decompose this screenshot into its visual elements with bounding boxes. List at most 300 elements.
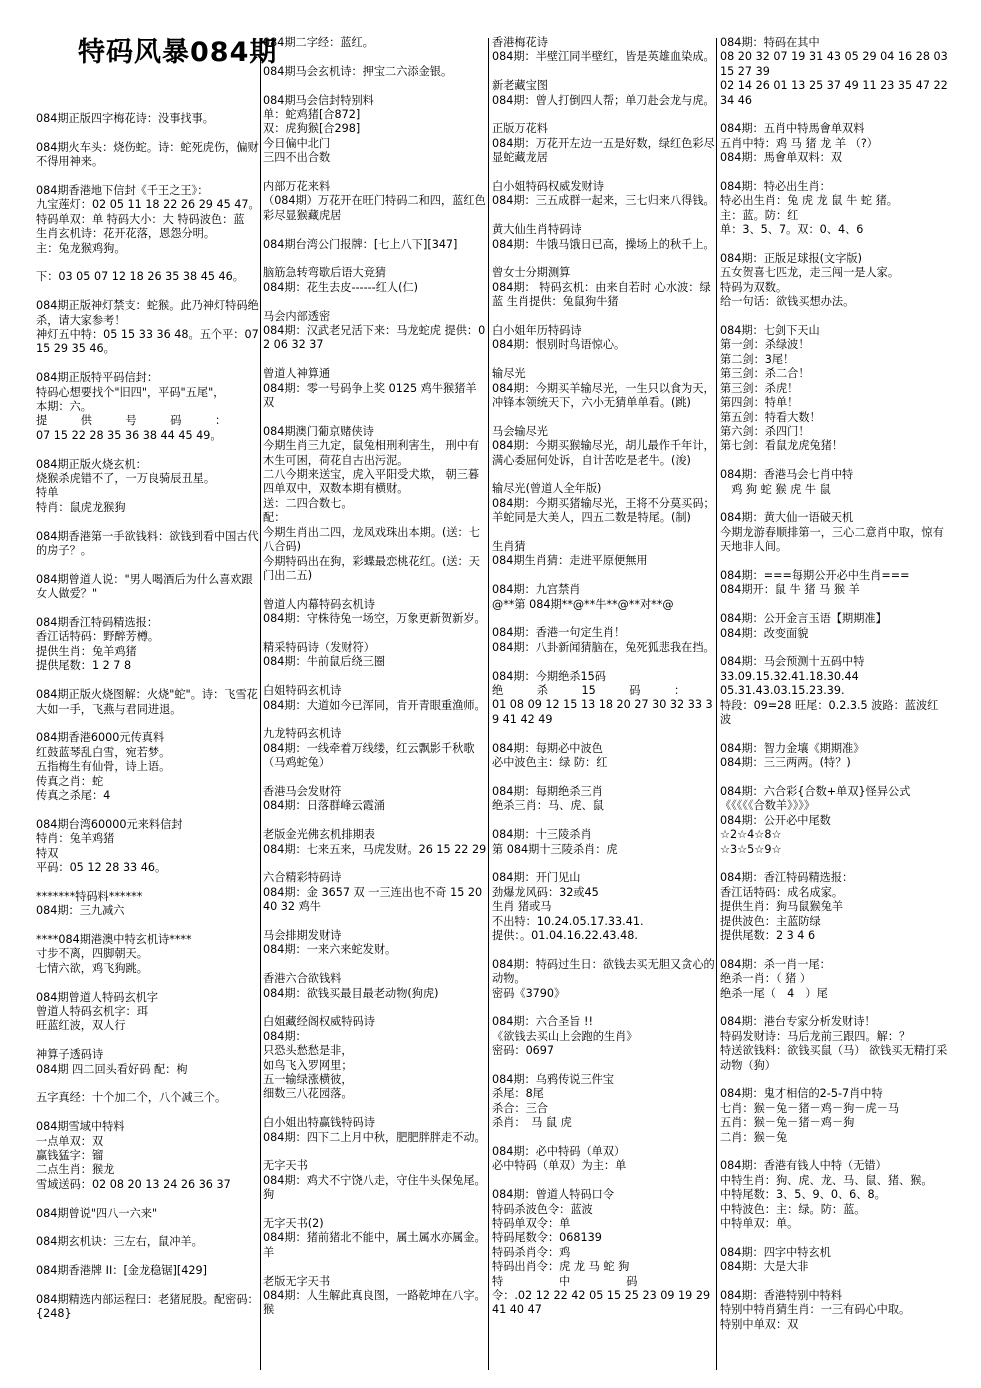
column-3	[492, 36, 716, 1332]
text-line: 084期：九宫禁肖	[492, 583, 581, 597]
text-block	[36, 112, 260, 126]
text-line: 084期生肖猜：走进平原便無用	[492, 554, 648, 568]
text-line: 老版无字天书	[263, 1274, 331, 1288]
text-line: 特码发财诗：马后龙前三跟四。解：？	[720, 1029, 911, 1043]
text-line: 084期：公开必中尾数	[720, 813, 831, 827]
text-line: 提供波色：主蓝防绿	[720, 914, 821, 928]
text-line: 084期玄机诀：三左右，鼠冲羊。	[36, 1235, 203, 1249]
text-line: 084期正版火烧图解：火烧"蛇"。诗：飞雪花大如一手，飞燕与君同进退。	[36, 688, 258, 716]
text-block	[492, 742, 716, 771]
column-1	[36, 112, 263, 1336]
text-line: 084期：	[263, 1029, 307, 1043]
text-line: 密码《3790》	[492, 986, 566, 1000]
text-block	[36, 141, 260, 170]
text-line: 084期： 特码玄机：由来自若时 心水波：绿蓝 生肖提供：兔鼠狗牛猪	[492, 280, 711, 309]
text-line: 084期香港地下信封《千王之王》：	[36, 184, 209, 197]
text-block	[263, 65, 487, 79]
text-line: 提供生肖：兔羊鸡猪	[36, 644, 137, 658]
text-block	[720, 180, 948, 238]
text-line: 细数三八花园落。	[263, 1087, 353, 1101]
text-line: 084期：改变面貌	[720, 626, 809, 640]
text-block	[492, 79, 716, 108]
text-line: 九宝莲灯：02 05 11 18 22 26 29 45 47。	[36, 198, 260, 212]
text-line: 马会排期发财诗	[263, 928, 342, 942]
text-line: 084期：三九减六	[36, 904, 125, 918]
text-line: 配：	[263, 511, 286, 525]
text-block	[492, 1145, 716, 1174]
text-block	[263, 1217, 487, 1260]
text-line: 084期：特码过生日：欲钱去买无胆又贪心的动物。	[492, 957, 715, 986]
text-line: 下：03 05 07 12 18 26 35 38 45 46。	[36, 270, 244, 284]
text-block	[720, 468, 948, 497]
text-line: 第四剑：特单！	[720, 396, 799, 410]
text-line: 084期：马会预测十五码中特	[720, 655, 865, 669]
text-line: 084期：今期买羊输尽光，一生只以食为天，冲锋本领统天下，六小无猜单单看。(跳)	[492, 381, 715, 410]
text-line: 绝杀一肖：（ 猪 ）	[720, 972, 812, 986]
text-line: 084期：港台专家分析发财诗！	[720, 1015, 876, 1029]
text-line: 第三剑：杀二合！	[720, 367, 810, 381]
text-block	[263, 1159, 490, 1202]
text-line: 绝杀三肖：马、虎、鼠	[492, 799, 604, 813]
text-line: 密码：0697	[492, 1044, 555, 1058]
text-line: 生肖猜	[492, 540, 526, 554]
text-block	[492, 670, 716, 728]
text-line: 084期：一线牵着万线缕，红云飘影千秋歌（马鸡蛇兔）	[263, 741, 475, 770]
text-line: 单：蛇鸡猪[合872]	[263, 108, 361, 121]
text-block	[720, 655, 948, 727]
text-line: 084期：香港有钱人中特（无错）	[720, 1159, 887, 1173]
text-block	[492, 1015, 716, 1058]
text-line: 神算子透码诗	[36, 1048, 104, 1062]
text-line: 084期澳门葡京赌侠诗	[263, 424, 374, 438]
text-line: 旺蓝红波，双人行	[36, 1019, 126, 1033]
text-line: 084期：花生去皮------红人(仁)	[263, 280, 418, 294]
text-line: 新老藏宝图	[492, 79, 548, 93]
text-line: 无字天书(2)	[263, 1216, 324, 1230]
text-line: 084期正版火烧玄机：	[36, 457, 147, 471]
text-line: 曾道人神算通	[263, 367, 331, 381]
text-block	[720, 569, 948, 598]
text-line: 主：兔龙猴鸡狗。	[36, 241, 126, 255]
text-line: 《欲钱去买山上会跑的生肖》	[492, 1029, 638, 1043]
text-block	[36, 1207, 260, 1221]
text-block	[36, 299, 263, 357]
text-line: 本期：六。	[36, 400, 92, 414]
text-line: 绝杀一尾（ 4 ）尾	[720, 986, 828, 1000]
text-line: 084期：零一号码争上奖 0125 鸡牛猴猪羊 双	[263, 381, 481, 410]
column-2	[263, 36, 490, 1332]
text-line: 特码单双令：单	[492, 1216, 571, 1230]
text-line: 084期：七来五来，马虎发财。26 15 22 29	[263, 842, 487, 856]
text-block	[720, 871, 948, 943]
text-line: 084期：必中特码（单双）	[492, 1144, 626, 1158]
text-block	[720, 1015, 948, 1073]
text-line: 特码杀波色令：蓝波	[492, 1202, 593, 1216]
text-block	[263, 972, 487, 1001]
text-line: 084期：鬼才相信的2-5-7肖中特	[720, 1087, 883, 1101]
text-block	[36, 1293, 260, 1322]
text-block	[263, 1275, 487, 1318]
text-block	[720, 742, 948, 771]
text-block	[492, 324, 716, 353]
text-line: 特肖：兔羊鸡猪	[36, 832, 115, 846]
text-line: 084期：半壁江同半壁红，皆是英雄血染成。	[492, 50, 715, 64]
text-line: 鸡 狗 蛇 猴 虎 牛 鼠	[720, 482, 831, 496]
text-line: ****084期港澳中特玄机诗****	[36, 932, 192, 946]
text-block	[720, 785, 948, 857]
text-line: 提 供 号 码 ：	[36, 414, 227, 428]
text-line: 今期生肖三九定，鼠兔相刑利害生， 刑中有木生可困，荷花自古出污泥。	[263, 439, 480, 467]
text-line: 正版万花料	[492, 122, 548, 136]
text-line: 绝 杀 15 码 ：	[492, 684, 686, 698]
text-block	[263, 598, 487, 627]
text-line: 生肖 猪或马	[492, 900, 552, 914]
text-block	[36, 1091, 260, 1105]
text-line: 神灯五中特：05 15 33 36 48。五个平：07 15 29 35 46。	[36, 328, 263, 356]
text-line: 九龙特码玄机诗	[263, 727, 342, 741]
text-line: 第七剑：看鼠龙虎兔猪！	[720, 439, 844, 453]
text-line: 马会输尽光	[492, 424, 548, 438]
text-line: 烧猴杀虎错不了，一万良骑辰丑星。	[36, 472, 216, 486]
text-block	[720, 612, 948, 641]
text-block	[263, 310, 487, 353]
text-line: 084期：欲钱买最目最老动物(狗虎)	[263, 986, 439, 1000]
text-block	[492, 540, 716, 569]
text-line: 七情六欲，鸡飞狗跳。	[36, 961, 148, 975]
text-line: 曾道人内幕特码玄机诗	[263, 597, 375, 611]
text-line: 中特波色：主：绿。防：蓝。	[720, 1202, 866, 1216]
text-line: 五字真经：十个加二个，八个减三个。	[36, 1091, 227, 1105]
text-line: 07 15 22 28 35 36 38 44 45 49。	[36, 428, 222, 442]
text-line: 084期：日落群峰云霞涌	[263, 799, 386, 813]
text-block	[263, 727, 487, 770]
text-line: 33.09.15.32.41.18.30.44	[720, 669, 859, 683]
text-block	[263, 36, 487, 50]
column-4	[720, 36, 952, 1347]
text-line: 084期香江特码精选报：	[36, 616, 159, 630]
text-block	[720, 1246, 948, 1275]
text-line: 给一句话：欲钱买想办法。	[720, 295, 855, 309]
text-block	[263, 871, 487, 914]
text-line: 084期：正版足球报(文字版)	[720, 252, 862, 266]
text-block	[36, 458, 260, 516]
text-line: @**第 084期**@**牛**@**对**@	[492, 597, 674, 611]
text-block	[36, 184, 260, 256]
text-line: 黄大仙生肖特码诗	[492, 223, 582, 237]
text-block	[720, 122, 948, 165]
text-line: 第一剑：杀绿波！	[720, 338, 810, 352]
text-line: 02 14 26 01 13 25 37 49 11 23 35 47 22 34 46	[720, 79, 952, 107]
text-block	[36, 688, 260, 717]
text-line: 二八今期来送宝，虎入平阳受犬欺， 朝三暮四单双中，双数本期有横财。	[263, 468, 480, 496]
text-line: 084期开：鼠 牛 猪 马 猴 羊	[720, 583, 860, 597]
text-line: 第五剑：特看大数！	[720, 410, 821, 424]
text-block	[492, 583, 716, 612]
text-line: 提供：。01.04.16.22.43.48.	[492, 928, 638, 942]
text-line: 提供尾数：2 3 4 6	[720, 929, 816, 942]
text-line: 提供生肖：狗马鼠猴兔羊	[720, 900, 844, 914]
text-line: 特必出生肖：兔 虎 龙 鼠 牛 蛇 猪。	[720, 194, 898, 208]
text-line: 05.31.43.03.15.23.39.	[720, 684, 845, 698]
text-line: 01 08 09 12 15 13 18 20 27 30 32 33 39 41 42 49	[492, 698, 713, 726]
text-block	[36, 371, 260, 443]
text-line: 七肖：猴－兔－猪－鸡－狗－虎－马	[720, 1101, 900, 1115]
text-line: 084期精选内部运程曰：老猪屁股。配密码：{248}	[36, 1292, 259, 1321]
text-line: 084期：猪前猪北不能中，属土属水亦属金。羊	[263, 1231, 486, 1259]
text-block	[720, 252, 948, 310]
text-block	[263, 367, 487, 410]
text-line: 白小姐出特赢钱特码诗	[263, 1116, 375, 1130]
text-line: 中特生肖：狗、虎、龙、马、鼠、猪、猴。	[720, 1173, 933, 1187]
text-line: 084期：每期绝杀三肖	[492, 784, 603, 798]
text-block	[492, 785, 716, 814]
text-line: 今期特码出在狗，彩蝶最恋桃花红。(送：天门出二五)	[263, 554, 480, 582]
text-line: 令：.02 12 22 42 05 15 25 23 09 19 29 41 40 47	[492, 1289, 714, 1317]
text-line: 084期：三五成群一起来，三七归来八得钱。	[492, 194, 715, 208]
text-line: 084期正版四字梅花诗：没事找事。	[36, 112, 214, 125]
text-line: 提供尾数：1 2 7 8	[36, 659, 132, 673]
text-line: 084期：鸡犬不宁饶八走，守住牛头保兔尾。 狗	[263, 1173, 490, 1202]
text-line: 084期马会信封特别料	[263, 93, 374, 107]
text-line: 《《《《《合数羊》》》》	[720, 799, 816, 813]
column-divider	[260, 38, 261, 1370]
text-line: 084期雪域中特料	[36, 1120, 125, 1134]
text-line: 084期：六合彩{合数+单双}怪异公式	[720, 784, 911, 798]
text-block	[263, 266, 487, 295]
text-line: 杀尾：8尾	[492, 1087, 544, 1101]
text-line: 内部万花来料	[263, 180, 331, 194]
text-line: 特双	[36, 846, 59, 860]
text-line: 08 20 32 07 19 31 43 05 29 04 16 28 03 15 27 39	[720, 50, 952, 78]
text-block	[492, 828, 716, 857]
text-line: 084期：金 3657 双 一三连出也不奇 15 20 40 32 鸡牛	[263, 885, 486, 914]
text-line: 脑筋急转弯歇后语大竞猜	[263, 266, 387, 280]
text-line: 084期：牛饿马饿日已高，操场上的秋千上。	[492, 237, 715, 251]
text-line: 084期台湾公门报牌：[七上八下][347]	[263, 237, 458, 251]
text-line: 香港梅花诗	[492, 36, 548, 49]
text-line: 084期：特必出生肖：	[720, 180, 831, 194]
text-line: 必中特码（单双）为主：单	[492, 1159, 627, 1173]
text-block	[263, 180, 487, 223]
text-block	[263, 1015, 487, 1101]
text-block	[263, 94, 487, 166]
text-line: 五肖：猴－兔－猪－鸡－狗	[720, 1116, 855, 1130]
text-line: 中特尾数：3、5、9、0、6、8。	[720, 1188, 886, 1202]
text-line: 赢钱猛字：镏	[36, 1148, 104, 1162]
text-line: 今期龙游春顺排第一，三心二意肖中取，惊有天地非人间。	[720, 525, 944, 554]
text-block	[720, 511, 948, 554]
text-line: 084期：大是大非	[720, 1260, 809, 1274]
text-line: 马会内部透密	[263, 309, 331, 323]
text-line: 六合精彩特码诗	[263, 871, 342, 885]
text-block	[263, 929, 487, 958]
text-line: 特码杀肖令：鸡	[492, 1245, 571, 1259]
text-line: 084期：四字中特玄机	[720, 1245, 831, 1259]
text-block	[492, 626, 716, 655]
text-line: 084期：今期绝杀15码	[492, 669, 606, 683]
text-line: 084期曾说"四八一六来"	[36, 1206, 158, 1220]
text-line: 输尽光	[492, 367, 526, 381]
text-block	[36, 573, 260, 602]
text-line: 084期：五肖中特馬會单双料	[720, 122, 865, 136]
text-line: 劲爆龙风码：32或45	[492, 885, 599, 899]
text-line: 二点生肖：猴龙	[36, 1163, 115, 1177]
text-line: 平码：05 12 28 33 46。	[36, 860, 167, 874]
text-block	[263, 238, 487, 252]
text-line: 084期：黄大仙一语破天机	[720, 511, 854, 525]
text-block	[36, 731, 260, 803]
text-line: 杀肖： 马 鼠 虎	[492, 1116, 572, 1130]
text-line: 084期：四下二上月中秋，肥肥胖胖走不动。	[263, 1130, 486, 1144]
text-line: 084期：七剑下天山	[720, 324, 820, 338]
text-block	[492, 425, 716, 468]
text-line: 特码单双：单 特码大小：大 特码波色：蓝	[36, 212, 245, 226]
text-line: 084期正版特平码信封：	[36, 371, 159, 385]
text-line: 送：二四合数七。	[263, 496, 353, 510]
text-line: 084期：馬會单双料：双	[720, 151, 843, 165]
text-block	[36, 1264, 260, 1278]
text-block	[263, 425, 487, 583]
text-block	[720, 324, 948, 454]
text-line: 084期：特码在其中	[720, 36, 820, 49]
text-block	[492, 367, 716, 410]
text-line: 084期曾道人特码玄机字	[36, 990, 159, 1004]
text-line: 五一输绿涨横彼，	[263, 1072, 353, 1086]
text-line: 084期台湾60000元来料信封	[36, 817, 183, 831]
text-line: 特段：09=28 旺尾：0.2.3.5 波路：蓝波红波	[720, 698, 939, 726]
text-line: 特单	[36, 486, 59, 500]
text-line: 特码出肖令：虎 龙 马 蛇 狗	[492, 1260, 630, 1274]
text-line: *******特码料******	[36, 889, 143, 903]
text-line: 084期：香港马会七肖中特	[720, 468, 854, 482]
text-line: 084期：曾道人特码口令	[492, 1188, 615, 1202]
text-block	[36, 890, 260, 919]
text-line: 第六剑：杀四门！	[720, 424, 810, 438]
text-line: 084期：===每期公开必中生肖===	[720, 568, 910, 582]
text-line: 三四不出合数	[263, 151, 331, 165]
text-line: 084期：人生解此真良图，一路乾坤在八字。猴	[263, 1289, 486, 1317]
text-line: 084期：开门见山	[492, 871, 581, 885]
text-line: 084期：大道如今已浑同，肯开青眼重渔师。	[263, 698, 486, 712]
text-line: 084期：曾人打倒四人帮；单刀赴会龙与虎。	[492, 93, 715, 107]
text-line: 二肖：猴－兔	[720, 1130, 788, 1144]
text-line: 杀合：三合	[492, 1101, 548, 1115]
text-line: 084期：今期买猴输尽光，胡儿最作千年计，满心委屈何处诉，自计苦吃是老牛。(浚)	[492, 439, 715, 467]
text-block	[36, 616, 260, 674]
text-line: 只恐头愁愁是非，	[263, 1044, 353, 1058]
text-line: 一点单双：双	[36, 1134, 104, 1148]
text-line: 084期 四二回头看好码 配：枸	[36, 1062, 188, 1076]
text-line: 五肖中特：鸡 马 猪 龙 羊 （?）	[720, 136, 878, 150]
text-line: 曾女士分期测算	[492, 266, 571, 280]
text-line: 084期：每期必中波色	[492, 741, 603, 755]
text-block	[492, 482, 716, 525]
text-line: 寸步不离，四脚朝天。	[36, 947, 148, 961]
text-line: 白姐藏经阁权威特码诗	[263, 1015, 375, 1029]
text-line: 084期香港牌 II：[金龙稳锯][429]	[36, 1264, 208, 1278]
text-block	[36, 530, 260, 559]
text-line: 香港马会发财符	[263, 784, 342, 798]
text-line: 白小姐年历特码诗	[492, 324, 582, 338]
text-block	[36, 1048, 260, 1077]
column-divider	[488, 38, 489, 1370]
text-line: 特 中 码	[492, 1274, 638, 1288]
text-line: 084期：一来六来蛇发财。	[263, 943, 397, 957]
text-block	[263, 828, 487, 857]
text-line: 第 084期十三陵杀肖：虎	[492, 842, 618, 856]
text-line: 084期火车头：烧伤蛇。诗：蛇死虎伤，偏财不得用神来。	[36, 140, 259, 169]
text-line: 084期：香港一句定生肖！	[492, 626, 626, 640]
text-line: 特码为双数。	[720, 280, 788, 294]
column-divider	[716, 38, 717, 1370]
text-line: 特别中单双：双	[720, 1317, 799, 1331]
text-line: 084期：香江特码精选报：	[720, 871, 854, 885]
text-line: 084期马会玄机诗：押宝二六添金银。	[263, 64, 453, 78]
text-line: 白姐特码玄机诗	[263, 684, 342, 698]
text-block	[263, 1116, 487, 1145]
text-line: 香港六合欲钱料	[263, 972, 342, 986]
text-line: 第二剑：3尾！	[720, 352, 795, 366]
text-block	[492, 871, 716, 943]
text-block	[263, 684, 487, 713]
text-line: 084期：乌鸦传说三件宝	[492, 1072, 615, 1086]
text-line: 084期香港6000元传真料	[36, 731, 165, 745]
text-line: 084期：今期买猪输尽光，王将不分莫买码；羊蛇同是大美人，四五二数是特尾。(制)	[492, 496, 715, 525]
text-block	[36, 270, 260, 284]
text-block	[36, 991, 260, 1034]
text-line: 如鸟飞入罗网里；	[263, 1058, 353, 1072]
text-line: 传真之肖：蛇	[36, 774, 104, 788]
text-line: 老版金光佛玄机排期表	[263, 828, 375, 842]
text-block	[492, 180, 716, 209]
text-line: （084期）万花开在旺门特码二和四，蓝红色彩尽显猴藏虎居	[263, 194, 486, 222]
page-title: 特码风暴084期	[78, 37, 278, 68]
text-line: 无字天书	[263, 1159, 308, 1173]
text-line: 084期：六合圣旨 !!	[492, 1015, 594, 1029]
text-line: 中特单双：单。	[720, 1217, 799, 1231]
text-block	[492, 1188, 716, 1318]
text-line: 单：3、5、7。双：0、4、6	[720, 223, 864, 237]
text-line: 084期正版神灯禁支：蛇猴。此乃神灯特码绝杀，请大家参考！	[36, 299, 259, 327]
text-block	[720, 1087, 948, 1145]
text-line: 特码尾数令：068139	[492, 1231, 602, 1245]
text-block	[492, 1073, 716, 1131]
text-block	[492, 266, 716, 309]
text-line: 084期香港第一手欲钱料：欲钱到看中国古代的房子？。	[36, 529, 259, 558]
text-line: 特码心想要找个"旧四"，平码"五尾"，	[36, 385, 225, 399]
text-block	[492, 958, 716, 1001]
text-block	[720, 1289, 948, 1332]
text-line: ☆3☆5☆9☆	[720, 842, 782, 856]
text-line: 不出特：10.24.05.17.33.41.	[492, 914, 644, 928]
text-line: 香江话特码：成名成家。	[720, 885, 844, 899]
text-block	[492, 223, 716, 252]
text-line: 特肖：鼠虎龙猴狗	[36, 500, 126, 514]
text-line: 特送欲钱料：欲钱买鼠（马） 欲钱买无精打采动物（狗）	[720, 1044, 948, 1072]
text-line: 主：蓝。防：红	[720, 208, 799, 222]
text-block	[36, 1235, 260, 1249]
text-block	[36, 818, 260, 876]
text-line: 白小姐特码权威发财诗	[492, 180, 604, 194]
text-block	[492, 122, 716, 165]
text-line: 084期：守株待兔一场空，万象更新贺新岁。	[263, 612, 486, 626]
text-line: 084期：公开金言玉语【期期准】	[720, 612, 887, 626]
text-line: 084期：十三陵杀肖	[492, 828, 592, 842]
text-block	[36, 933, 260, 976]
text-line: 红鼓蓝琴乱白雪，宛若梦。	[36, 745, 171, 759]
text-line: 084期：牛前鼠后绕三圈	[263, 655, 386, 669]
text-line: 输尽光(曾道人全年版)	[492, 482, 602, 496]
